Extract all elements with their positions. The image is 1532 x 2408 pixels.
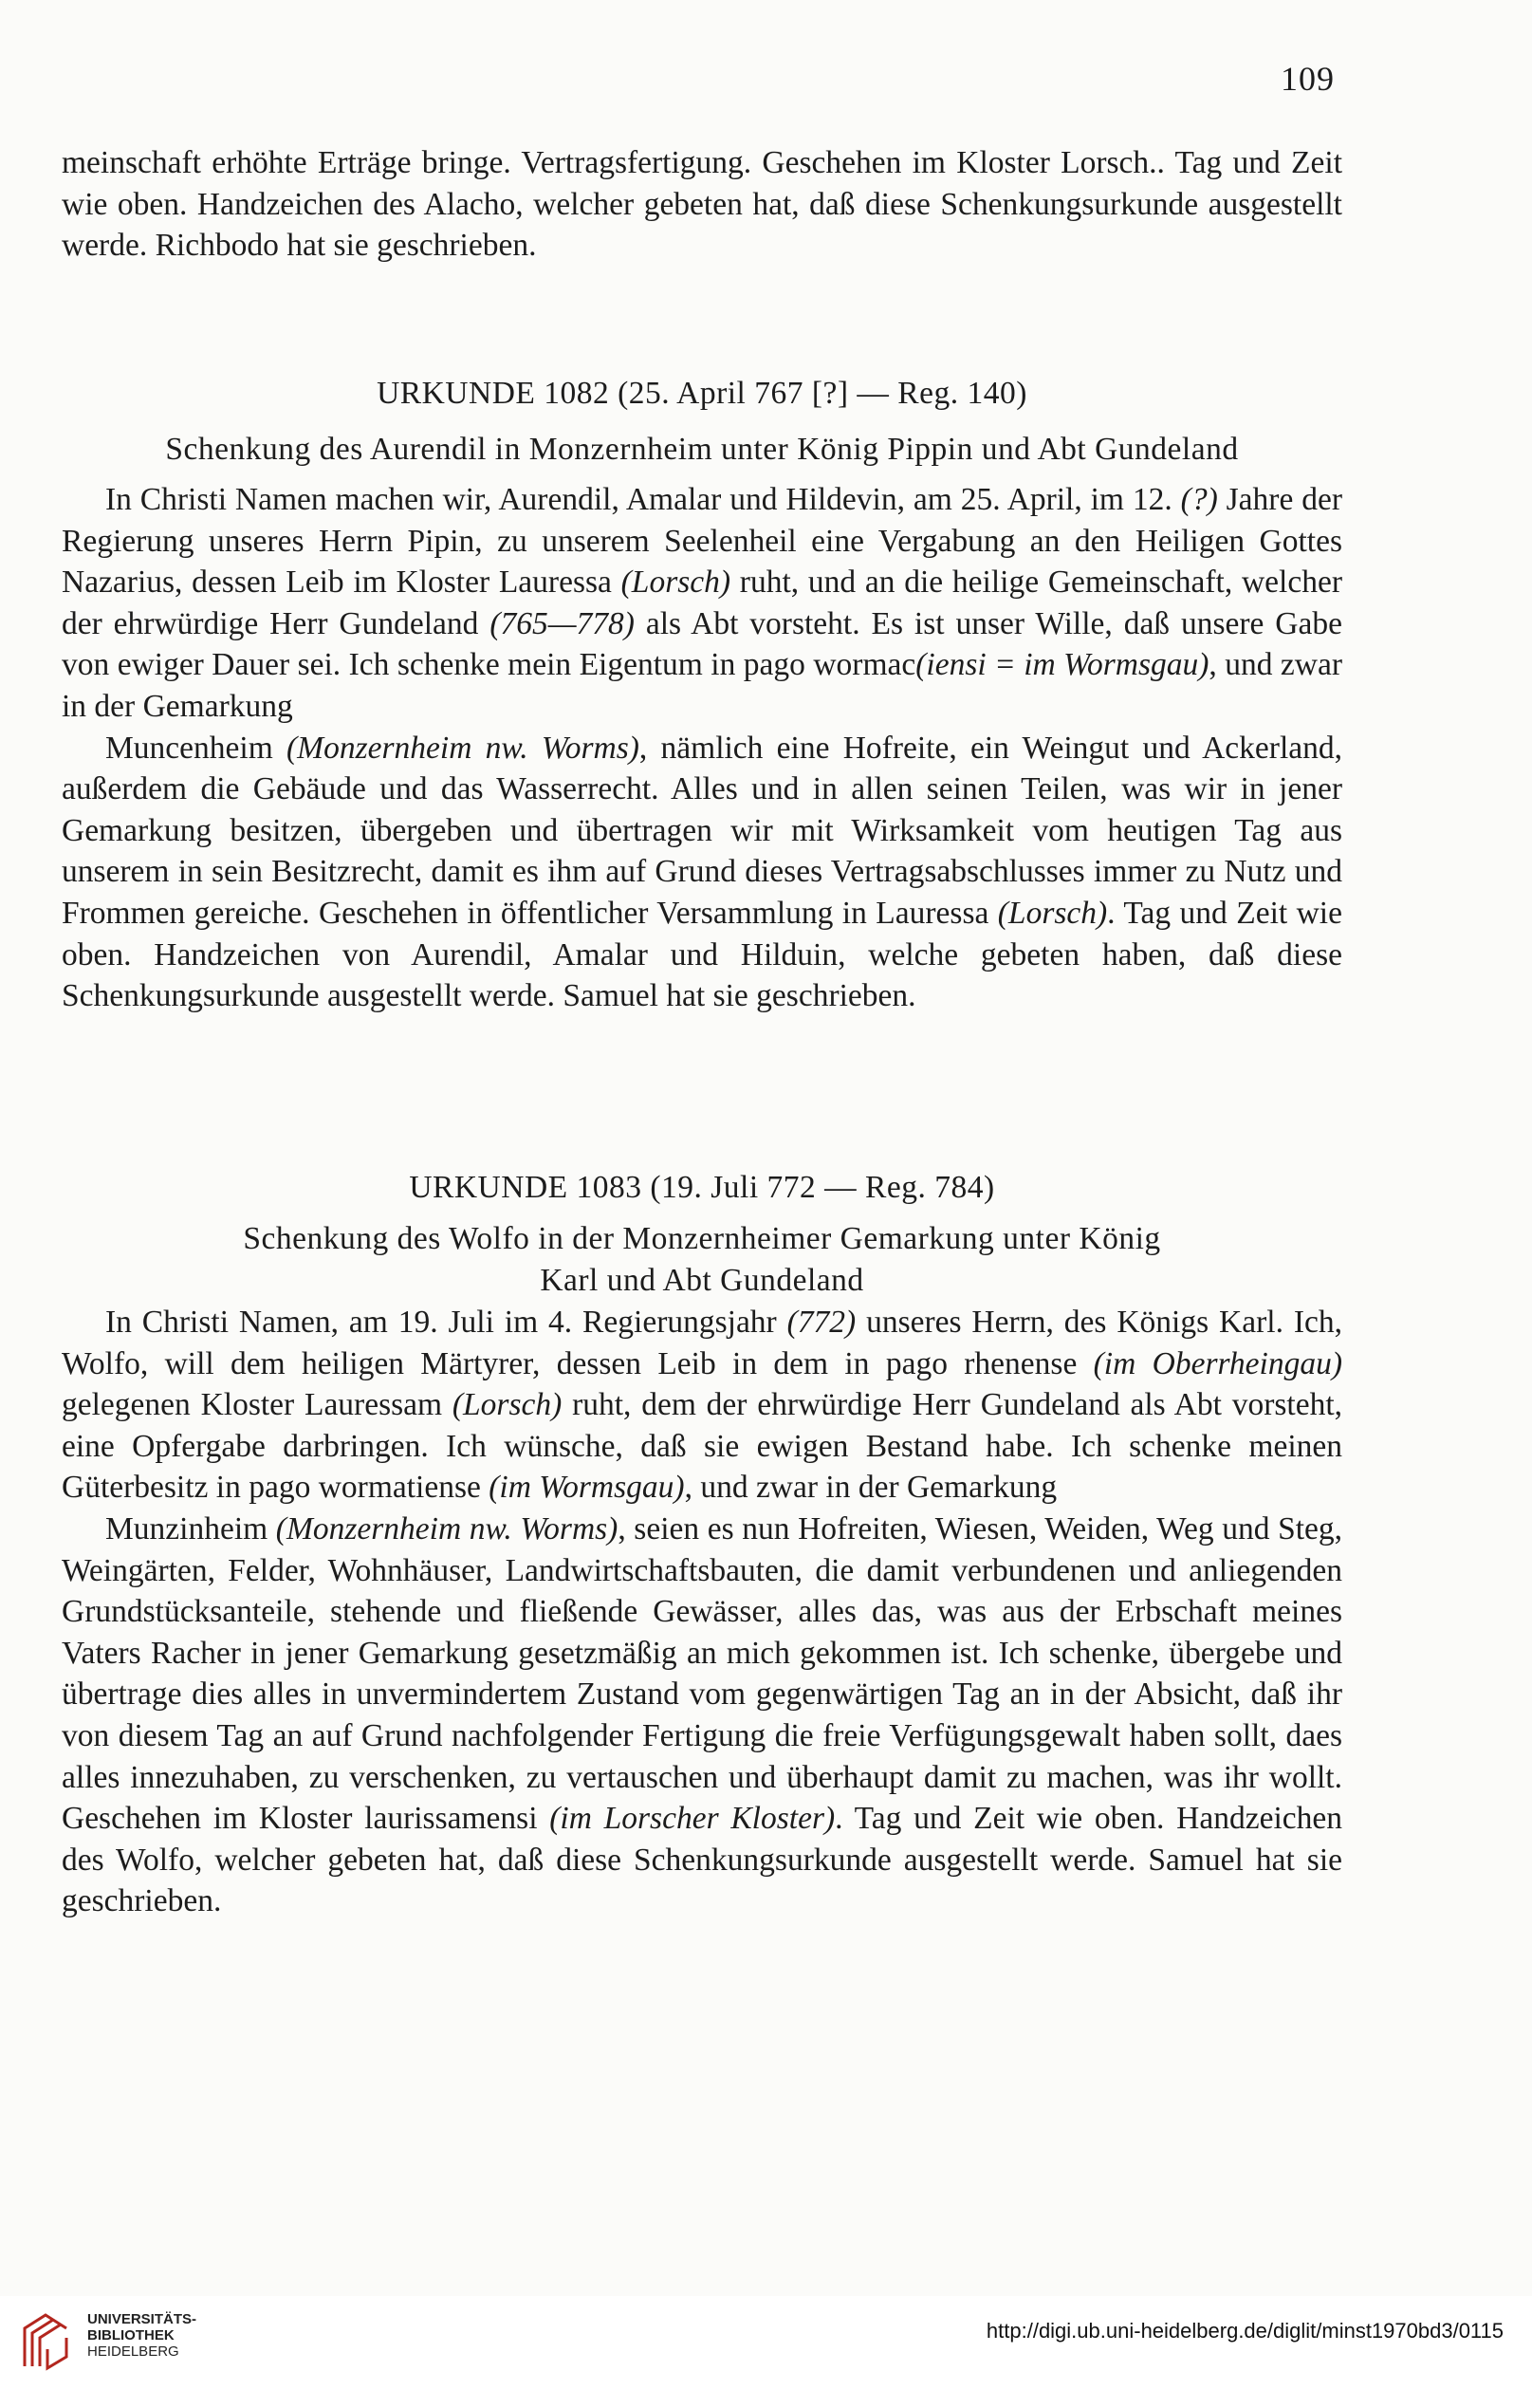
text-run: , und zwar in der Gemarkung [62, 647, 1342, 724]
text-run: . Tag und Zeit wie oben. Handzeichen des Wolfo, welcher gebeten hat, daß diese Schenkungsurkunde ausgestellt werde. Samuel hat sie geschrieben. [62, 1801, 1342, 1919]
section-heading-urkunde-1083: URKUNDE 1083 (19. Juli 772 — Reg. 784) [409, 1170, 995, 1205]
text-run: , nämlich eine Hofreite, ein Weingut und Ackerland, außerdem die Gebäude und das Wasserrecht. Alles und in allen seinen Teilen, was wir in jener Gemarkung besitzen, übergeben und übertragen wir mit Wirksamkeit vom heutigen Tag aus unserem in sein Besitzrecht, damit es ihm auf Grund dieses Vertragsabschlusses immer zu Nutz und Frommen gereiche. Geschehen in öffentlicher Versammlung in Lauressa [62, 730, 1343, 931]
section-title-urkunde-1083 [62, 1218, 1342, 1301]
italic-run: (im Wormsgau) [489, 1470, 685, 1506]
text-run: . Tag und Zeit wie oben. Handzeichen von Aurendil, Amalar und Hilduin, welche gebeten haben, daß diese Schenkungsurkunde ausgestellt werde. Samuel hat sie geschrieben. [62, 895, 1342, 1014]
text-run: In Christi Namen, am 19. Juli im 4. Regierungsjahr [105, 1305, 787, 1340]
digitization-footer [0, 2296, 1532, 2408]
title-line-2: Karl und Abt Gundeland [540, 1262, 864, 1298]
text-run: als Abt vorsteht. Es ist unser Wille, daß unsere Gabe von ewiger Dauer sei. Ich schenke mein Eigentum in pago wormac [62, 605, 1342, 683]
logo-line-3: HEIDELBERG [87, 2343, 179, 2360]
text-run: , seien es nun Hofreiten, Wiesen, Weiden, Weg und Steg, Weingärten, Felder, Wohnhäuser, Landwirtschaftsbauten, die damit verbundenen und anliegenden Grundstücksanteile, stehende und fließende Gewässer, alles das, was aus der Erbschaft meines Vaters Racher in jener Gemarkung gesetzmäßig an mich gekommen ist. Ich schenke, übergebe und übertrage dies alles in unvermindertem Zustand vom gegenwärtigen Tag an in der Absicht, daß ihr von diesem Tag an auf Grund nachfolgender Fertigung die freie Verfügungsgewalt haben sollt, daes alles innezuhaben, zu verschenken, zu vertauschen und überhaupt damit zu machen, was ihr wollt. Geschehen im Kloster laurissamensi [62, 1510, 1343, 1837]
italic-run: (765—778) [489, 605, 635, 641]
italic-run: (?) [1180, 482, 1218, 517]
continued-paragraph [62, 142, 1342, 267]
page-number: 109 [1281, 60, 1335, 98]
italic-run: (Monzernheim nw. Worms) [275, 1510, 618, 1547]
text-run: ruht, und an die heilige Gemeinschaft, welcher der ehrwürdige Herr Gundeland [62, 565, 1342, 641]
urkunde-1082-body [62, 479, 1342, 1017]
italic-run: (Lorsch) [452, 1387, 563, 1423]
library-logo-text [87, 2311, 196, 2360]
section-heading-urkunde-1082: URKUNDE 1082 (25. April 767 [?] — Reg. 140) [377, 376, 1027, 411]
italic-run: (Lorsch) [620, 565, 731, 601]
italic-run: (im Lorscher Kloster) [549, 1801, 836, 1837]
logo-line-2: BIBLIOTHEK [87, 2327, 175, 2343]
text-run: ruht, dem der ehrwürdige Herr Gundeland als Abt vorsteht, eine Opfergabe darbringen. Ich wünsche, daß sie ewigen Bestand habe. Ich schenke meinen Güterbesitz in pago wormatiense [62, 1387, 1342, 1506]
text-run: , und zwar in der Gemarkung [684, 1470, 1058, 1506]
text-run: Muncenheim [105, 730, 287, 766]
urkunde-1083-body [62, 1302, 1342, 1922]
text-run: Munzinheim [105, 1510, 276, 1547]
italic-run: (772) [786, 1305, 857, 1340]
italic-run: (Monzernheim nw. Worms) [286, 730, 639, 766]
italic-run: (iensi = im Wormsgau) [915, 647, 1209, 683]
text-run: unseres Herrn, des Königs Karl. Ich, Wolfo, will dem heiligen Märtyrer, dessen Leib in dem in pago rhenense [62, 1305, 1342, 1381]
italic-run: (im Oberrheingau) [1093, 1345, 1343, 1381]
paragraph-text: meinschaft erhöhte Erträge bringe. Vertragsfertigung. Geschehen im Kloster Lorsch.. Tag und Zeit wie oben. Handzeichen des Alacho, welcher gebeten hat, daß diese Schenkungsurkunde ausgestellt werde. Richbodo hat sie geschrieben. [62, 145, 1342, 264]
text-run: In Christi Namen machen wir, Aurendil, Amalar und Hildevin, am 25. April, im 12. [105, 482, 1181, 517]
logo-line-1: UNIVERSITÄTS- [87, 2311, 197, 2327]
text-run: gelegenen Kloster Lauressam [62, 1387, 452, 1423]
title-text: Schenkung des Aurendil in Monzernheim unter König Pippin und Abt Gundeland [165, 432, 1239, 467]
text-run: Jahre der Regierung unseres Herrn Pipin, zu unserem Seelenheil eine Vergabung an den Heiligen Gottes Nazarius, dessen Leib im Kloster Lauressa [62, 482, 1342, 601]
paragraph-1083-2 [62, 1509, 1342, 1922]
paragraph-1082-1 [62, 479, 1342, 728]
section-title-urkunde-1082 [62, 429, 1342, 471]
title-line-1: Schenkung des Wolfo in der Monzernheimer Gemarkung unter König [243, 1221, 1161, 1256]
paragraph-1082-2 [62, 728, 1342, 1017]
source-url-link[interactable]: http://digi.ub.uni-heidelberg.de/diglit/minst1970bd3/0115 [986, 2319, 1504, 2343]
library-logo-icon [17, 2307, 74, 2374]
paragraph-1083-1 [62, 1302, 1342, 1509]
italic-run: (Lorsch) [997, 895, 1108, 931]
